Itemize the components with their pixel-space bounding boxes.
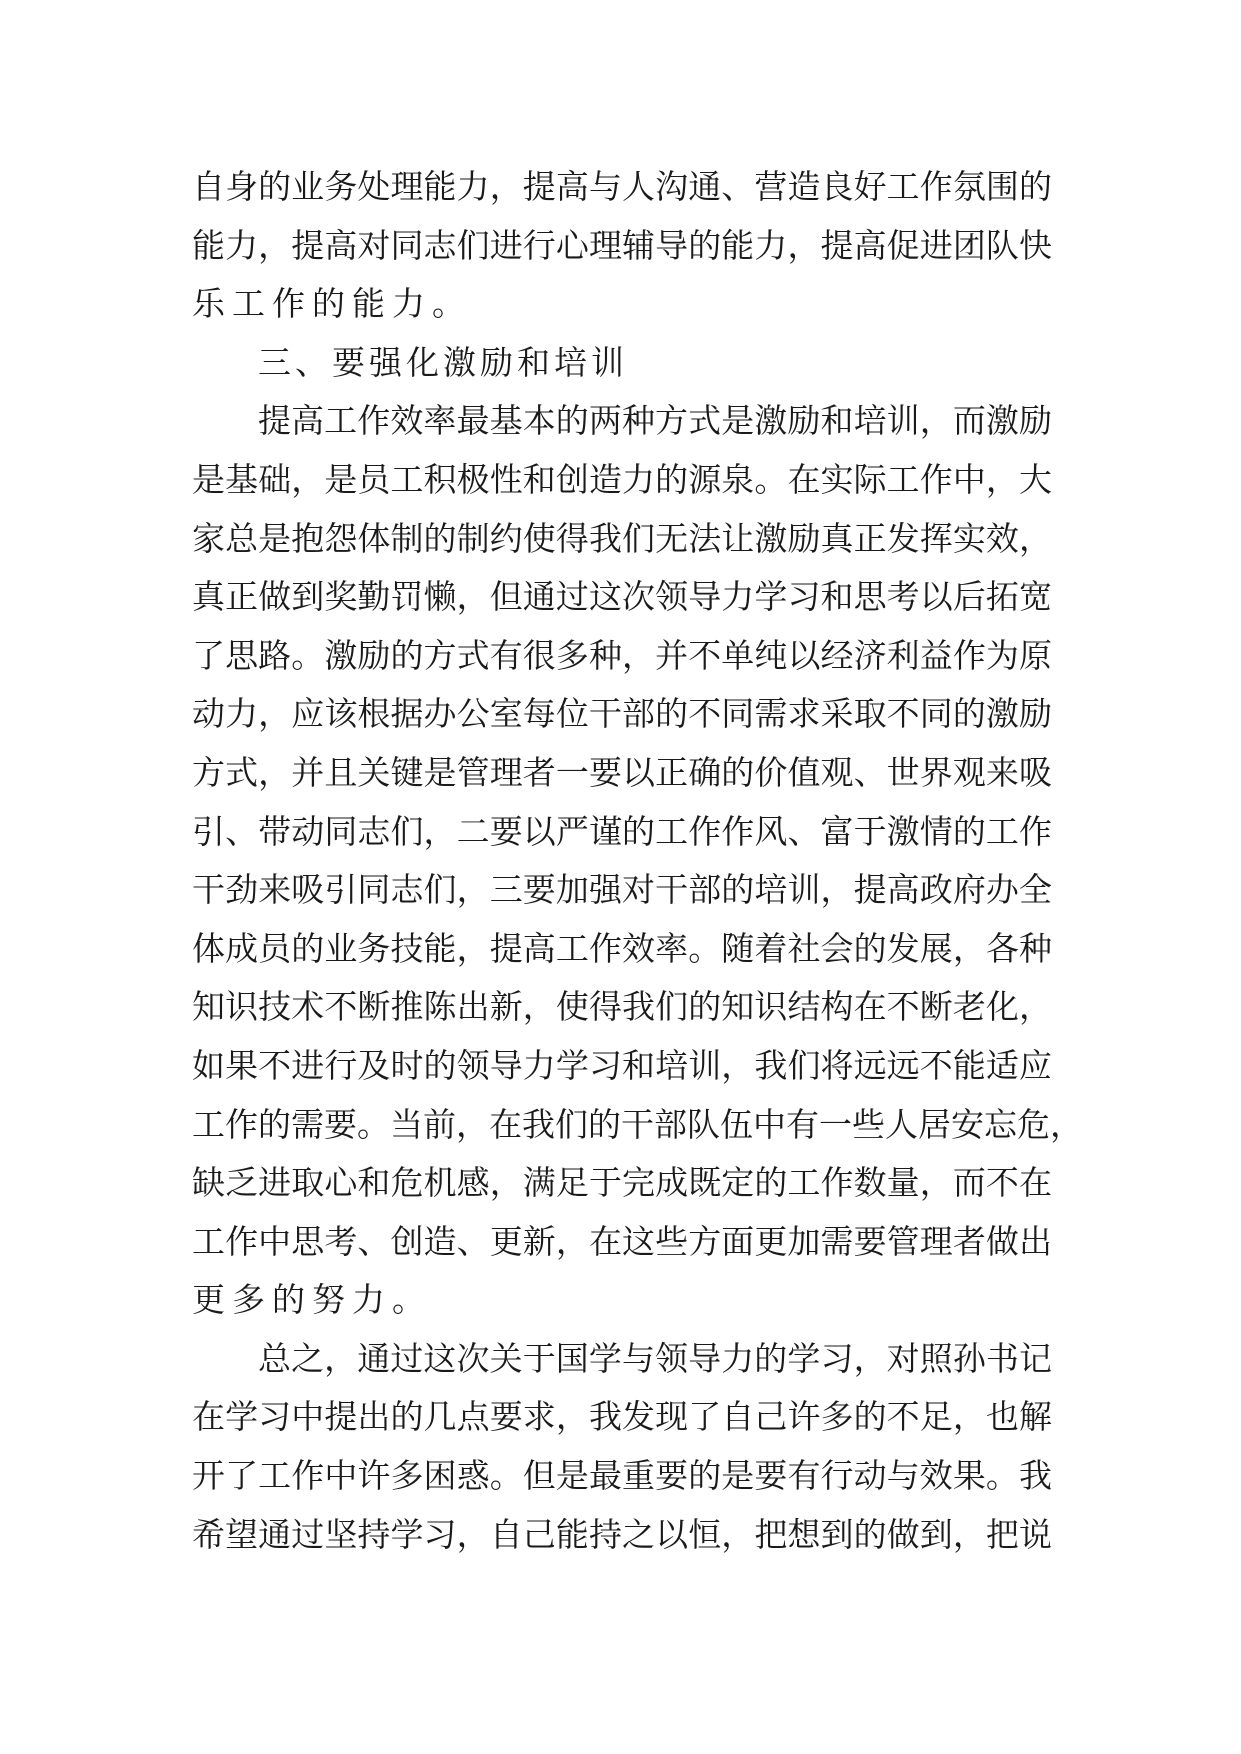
text-line: 在学习中提出的几点要求，我发现了自己许多的不足，也解 — [192, 1397, 1052, 1437]
body-text — [192, 158, 1083, 1564]
text-line: 体成员的业务技能，提高工作效率。随着社会的发展，各种 — [192, 928, 1052, 968]
text-line: 动力，应该根据办公室每位干部的不同需求采取不同的激励 — [192, 694, 1052, 734]
text-line: 工作中思考、创造、更新，在这些方面更加需要管理者做出 — [192, 1221, 1052, 1261]
text-line: 提高工作效率最基本的两种方式是激励和培训，而激励 — [258, 401, 1052, 441]
text-line: 总之，通过这次关于国学与领导力的学习，对照孙书记 — [258, 1338, 1052, 1378]
text-line: 更多的努力。 — [192, 1280, 432, 1320]
text-line: 如果不进行及时的领导力学习和培训，我们将远远不能适应 — [192, 1045, 1052, 1085]
section-heading: 三、要强化激励和培训 — [258, 342, 628, 382]
text-line: 开了工作中许多困惑。但是最重要的是要有行动与效果。我 — [192, 1456, 1052, 1496]
text-line: 乐工作的能力。 — [192, 284, 472, 324]
text-line: 缺乏进取心和危机感，满足于完成既定的工作数量，而不在 — [192, 1163, 1052, 1203]
text-line: 是基础，是员工积极性和创造力的源泉。在实际工作中，大 — [192, 459, 1052, 499]
text-line: 家总是抱怨体制的制约使得我们无法让激励真正发挥实效， — [192, 518, 1052, 558]
text-line: 干劲来吸引同志们，三要加强对干部的培训，提高政府办全 — [192, 870, 1052, 910]
text-line: 知识技术不断推陈出新，使得我们的知识结构在不断老化， — [192, 987, 1052, 1027]
text-line: 自身的业务处理能力，提高与人沟通、营造良好工作氛围的 — [192, 167, 1052, 206]
text-line: 了思路。激励的方式有很多种，并不单纯以经济利益作为原 — [192, 635, 1052, 675]
text-line: 引、带动同志们，二要以严谨的工作作风、富于激情的工作 — [192, 811, 1052, 851]
text-line: 希望通过坚持学习，自己能持之以恒，把想到的做到，把说 — [192, 1514, 1052, 1554]
text-line: 方式，并且关键是管理者一要以正确的价值观、世界观来吸 — [192, 752, 1052, 792]
text-line: 能力，提高对同志们进行心理辅导的能力，提高促进团队快 — [192, 225, 1052, 265]
text-line: 真正做到奖勤罚懒，但通过这次领导力学习和思考以后拓宽 — [192, 577, 1052, 617]
text-line: 工作的需要。当前，在我们的干部队伍中有一些人居安忘危， — [192, 1104, 1083, 1144]
